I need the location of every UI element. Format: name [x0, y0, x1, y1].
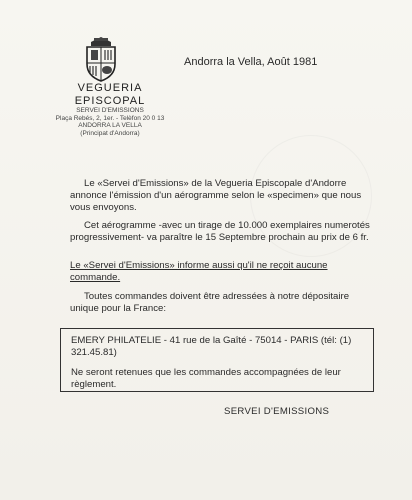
letterhead [50, 82, 170, 137]
country-name: (Principat d'Andorra) [80, 129, 140, 137]
coat-of-arms-icon [82, 36, 120, 82]
paragraph-orders-address: Toutes commandes doivent être adressées à notre dépositaire unique pour la France: [70, 291, 350, 314]
dealer-address: EMERY PHILATELIE - 41 rue de la Gaîté - 75014 - PARIS (tél: (1) 321.45.81) [71, 335, 352, 358]
city-name: ANDORRA LA VELLA [78, 122, 142, 130]
organization-name: VEGUERIA EPISCOPAL [74, 82, 146, 107]
payment-note: Ne seront retenues que les commandes accompagnées de leur règlement. [71, 367, 341, 390]
signature-line: SERVEI D'EMISSIONS [224, 406, 330, 417]
paragraph-no-orders: Le «Servei d'Emissions» informe aussi qu'il ne reçoit aucune commande. [70, 260, 328, 283]
place-and-date: Andorra la Vella, Août 1981 [184, 56, 318, 68]
department-name: SERVEI D'EMISSIONS [76, 107, 144, 115]
street-address: Plaça Rebés, 2, 1er. - Telèfon 20 0 13 [55, 114, 165, 122]
paragraph-announcement: Le «Servei d'Emissions» de la Vegueria Episcopale d'Andorre annonce l'émission d'un aérogramme selon le «specimen» que nous vous envoyons. [70, 178, 362, 213]
dealer-address-box [60, 328, 374, 392]
paragraph-print-run: Cet aérogramme -avec un tirage de 10.000 exemplaires numerotés progressivement- va paraître le 15 Septembre prochain au prix de 6 fr. [70, 220, 370, 243]
